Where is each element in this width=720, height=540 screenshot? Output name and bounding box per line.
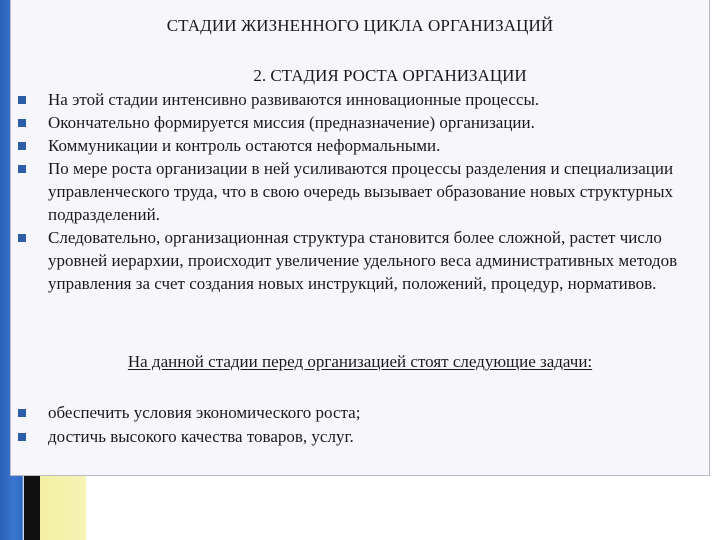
list-item-text: Следовательно, организационная структура становится более сложной, растет число уровней иерархии, происходит увеличение удельного веса административных методов управления за счет создания новых инструкций, положений, процедур, нормативов. (48, 228, 678, 293)
bullet-list (18, 88, 703, 295)
square-bullet-icon (18, 96, 26, 104)
list-item-text: Окончательно формируется миссия (предназначение) организации. (48, 113, 535, 132)
list-item-text: Коммуникации и контроль остаются неформальными. (48, 136, 441, 155)
list-item (18, 157, 703, 226)
task-item-text: обеспечить условия экономического роста; (48, 403, 361, 422)
task-item (18, 401, 703, 425)
list-item (18, 134, 703, 157)
stage-title: 2. СТАДИЯ РОСТА ОРГАНИЗАЦИИ (253, 66, 527, 85)
task-item (18, 425, 703, 449)
list-item-text: На этой стадии интенсивно развиваются инновационные процессы. (48, 90, 540, 109)
list-item (18, 88, 703, 111)
list-item (18, 226, 703, 295)
tasks-heading: На данной стадии перед организацией стоят следующие задачи: (127, 352, 593, 371)
square-bullet-icon (18, 165, 26, 173)
list-item-text: По мере роста организации в ней усиливаются процессы разделения и специализации управленческого труда, что в свою очередь вызывает образование новых структурных подразделений. (48, 159, 674, 224)
square-bullet-icon (18, 433, 26, 441)
bottom-margin (86, 478, 720, 540)
square-bullet-icon (18, 234, 26, 242)
list-item (18, 111, 703, 134)
square-bullet-icon (18, 142, 26, 150)
page-title: СТАДИИ ЖИЗНЕННОГО ЦИКЛА ОРГАНИЗАЦИЙ (166, 16, 554, 35)
task-list (18, 401, 703, 449)
square-bullet-icon (18, 409, 26, 417)
task-item-text: достичь высокого качества товаров, услуг. (48, 427, 354, 446)
square-bullet-icon (18, 119, 26, 127)
